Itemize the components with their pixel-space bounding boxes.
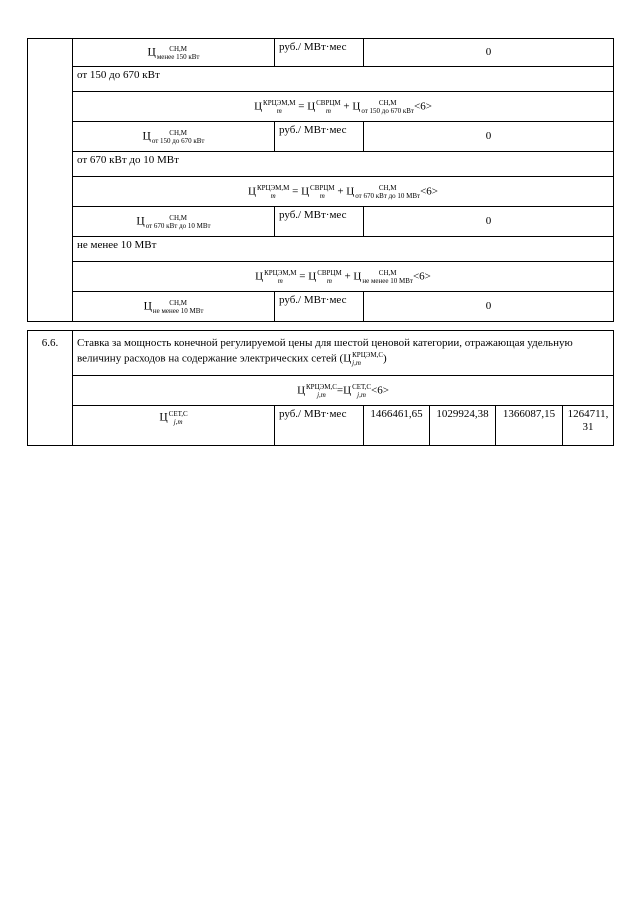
rate-symbol-cell: Ц СН,М не менее 10 МВт <box>73 292 275 322</box>
unit-cell: руб./ МВт·мес <box>275 406 364 446</box>
unit-cell: руб./ МВт·мес <box>275 39 364 67</box>
section-description: Ставка за мощность конечной регулируемой цены для шестой ценовой категории, отражающая удельную величину расходов на содержание электрических сетей (Ц КРЦЭМ,C j,m ) <box>73 331 614 376</box>
range-heading: от 670 кВт до 10 МВт <box>73 152 614 177</box>
unit-cell: руб./ МВт·мес <box>275 292 364 322</box>
range-heading: не менее 10 МВт <box>73 237 614 262</box>
formula-row: Ц КРЦЭМ,М m = Ц СВРЦМ m + Ц СН,М от 670 кВт до 10 МВт <6> <box>73 177 614 207</box>
value-cell: 1029924,38 <box>430 406 496 446</box>
formula-row: Ц КРЦЭМ,М m = Ц СВРЦМ m + Ц СН,М от 150 до 670 кВт <6> <box>73 92 614 122</box>
rate-symbol-cell: Ц СН,М менее 150 кВт <box>73 39 275 67</box>
value-cell: 0 <box>364 292 614 322</box>
section-number: 6.6. <box>28 331 73 446</box>
unit-cell: руб./ МВт·мес <box>275 207 364 237</box>
unit-cell: руб./ МВт·мес <box>275 122 364 152</box>
value-cell: 1264711,31 <box>563 406 614 446</box>
rate-symbol-cell: Ц СН,М от 670 кВт до 10 МВт <box>73 207 275 237</box>
rate-symbol-cell: Ц СН,М от 150 до 670 кВт <box>73 122 275 152</box>
section-6-6-table <box>27 330 614 446</box>
formula-row: Ц КРЦЭМ,C j,m =Ц СЕТ,C j,m <6> <box>73 376 614 406</box>
value-cell: 0 <box>364 122 614 152</box>
value-cell: 1466461,65 <box>364 406 430 446</box>
tariff-table <box>27 38 614 322</box>
value-cell: 0 <box>364 39 614 67</box>
value-cell: 1366087,15 <box>496 406 563 446</box>
rate-symbol-cell: Ц СЕТ,C j,m <box>73 406 275 446</box>
formula-row: Ц КРЦЭМ,М m = Ц СВРЦМ m + Ц СН,М не менее 10 МВт <6> <box>73 262 614 292</box>
value-cell: 0 <box>364 207 614 237</box>
empty-number-cell <box>28 39 73 322</box>
range-heading: от 150 до 670 кВт <box>73 67 614 92</box>
